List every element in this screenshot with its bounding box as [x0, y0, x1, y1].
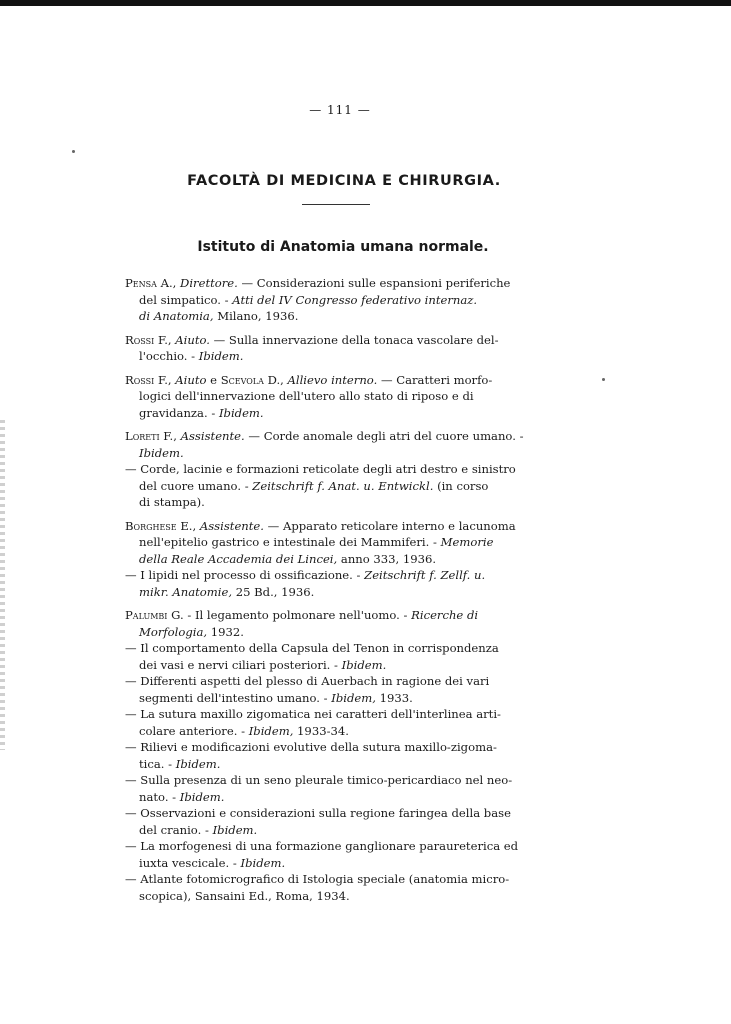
author-name: Scevola [220, 372, 264, 387]
entry-line [125, 332, 559, 349]
scan-top-border [0, 0, 731, 6]
entry-text: — Caratteri morfo- [377, 372, 493, 387]
entry-text: — I lipidi nel processo di ossificazione. - [125, 568, 365, 582]
entry-text: Milano, 1936. [213, 309, 299, 323]
entry-line [125, 275, 559, 292]
italic-text: Zeitschrift f. Zellf. u. [364, 568, 486, 582]
publication-entry [125, 607, 559, 904]
entry-text: F., [154, 332, 176, 347]
italic-text: Atti del IV Congresso federativo internaz. [232, 292, 478, 307]
entry-text: l'occhio. - [139, 349, 199, 363]
italic-text: Ibidem. [198, 349, 244, 363]
scan-speck [72, 150, 75, 153]
entry-text: — Sulla innervazione della tonaca vascolare del- [209, 332, 499, 347]
italic-text: Ibidem. [218, 405, 264, 420]
italic-text: mikr. Anatomie, [139, 584, 233, 599]
entry-line [125, 871, 559, 888]
entry-text: segmenti dell'intestino umano. - [139, 690, 332, 705]
entry-text: 1933. [375, 690, 413, 705]
entry-text: A., [156, 276, 181, 290]
italic-text: Aiuto. [175, 332, 210, 347]
entry-text: — Atlante fotomicrografico di Istologia speciale (anatomia micro- [125, 872, 510, 886]
entry-line [125, 478, 559, 495]
entry-line [125, 372, 559, 389]
entry-text: — Corde anomale degli atri del cuore umano. - [244, 429, 524, 443]
italic-text: Ibidem. [212, 822, 258, 837]
italic-text: Morfologia, [139, 624, 208, 639]
entry-line [125, 428, 559, 445]
entry-text: del cranio. - [139, 822, 213, 837]
entry-line [125, 822, 559, 839]
scan-left-edge [0, 420, 5, 750]
entry-line [125, 723, 559, 740]
entry-line [125, 551, 559, 568]
entry-line [125, 657, 559, 674]
entry-text: E., [176, 518, 200, 533]
entry-line [125, 888, 559, 905]
italic-text: Ibidem. [175, 756, 221, 771]
entry-text: — Differenti aspetti del plesso di Auerbach in ragione dei vari [125, 674, 490, 688]
scan-speck [602, 378, 605, 381]
entry-line [125, 348, 559, 365]
italic-text: Ibidem. [179, 789, 225, 804]
entry-line [125, 534, 559, 551]
entry-line [125, 518, 559, 535]
entry-text: scopica), Sansaini Ed., Roma, 1934. [139, 888, 350, 903]
entry-text: nell'epitelio gastrico e intestinale dei Mammiferi. - [139, 535, 441, 549]
entry-line [125, 584, 559, 601]
author-name: Loreti [125, 429, 160, 443]
entry-text: gravidanza. - [139, 405, 219, 420]
italic-text: della Reale Accademia dei Lincei, [139, 551, 338, 566]
publication-entry [125, 372, 559, 422]
entry-text: — Rilievi e modificazioni evolutive della sutura maxillo-zigoma- [125, 740, 497, 754]
entry-text: — Il comportamento della Capsula del Tenon in corrispondenza [125, 641, 499, 655]
entry-text: di stampa). [139, 495, 205, 509]
entry-text: dei vasi e nervi ciliari posteriori. - [139, 657, 342, 672]
entry-line [125, 624, 559, 641]
entry-line [125, 805, 559, 822]
entry-line [125, 739, 559, 756]
italic-text: Zeitschrift f. Anat. u. Entwickl. [252, 478, 434, 493]
entry-line [125, 607, 559, 624]
entry-text: — La sutura maxillo zigomatica nei caratteri dell'interlinea arti- [125, 707, 501, 721]
publication-list [125, 275, 559, 911]
entry-text: — Apparato reticolare interno e lacunoma [263, 518, 516, 533]
entry-line [125, 855, 559, 872]
italic-text: Ibidem, [248, 723, 294, 738]
italic-text: Memorie [440, 535, 494, 549]
author-name: Pensa [125, 276, 157, 290]
entry-line [125, 756, 559, 773]
entry-line [125, 388, 559, 405]
entry-line [125, 567, 559, 584]
entry-line [125, 838, 559, 855]
entry-line [125, 640, 559, 657]
publication-entry [125, 518, 559, 601]
entry-text: 25 Bd., 1936. [232, 584, 315, 599]
entry-line [125, 461, 559, 478]
author-name: Rossi [125, 372, 155, 387]
entry-line [125, 789, 559, 806]
entry-text: — Considerazioni sulle espansioni periferiche [237, 276, 511, 290]
italic-text: Ibidem. [240, 855, 286, 870]
entry-line [125, 445, 559, 462]
entry-text: F., [159, 429, 181, 443]
author-name: Borghese [125, 518, 177, 533]
italic-text: Ibidem. [341, 657, 387, 672]
publication-entry [125, 275, 559, 325]
entry-text: nato. - [139, 789, 180, 804]
entry-text: del cuore umano. - [139, 478, 253, 493]
entry-text: e [206, 372, 221, 387]
entry-line [125, 706, 559, 723]
entry-text: G. - Il legamento polmonare nell'uomo. - [167, 608, 412, 622]
page-number: — 111 — [309, 103, 371, 117]
entry-text: D., [263, 372, 288, 387]
italic-text: Aiuto [175, 372, 207, 387]
entry-text: colare anteriore. - [139, 723, 249, 738]
entry-line [125, 772, 559, 789]
entry-text: (in corso [433, 478, 489, 493]
italic-text: Assistente. [180, 429, 245, 443]
entry-text: tica. - [139, 756, 176, 771]
publication-entry [125, 332, 559, 365]
title-divider [302, 204, 370, 205]
entry-text: 1933-34. [293, 723, 349, 738]
entry-text: iuxta vescicale. - [139, 855, 241, 870]
entry-line [125, 292, 559, 309]
entry-line [125, 308, 559, 325]
italic-text: Ibidem, [331, 690, 376, 705]
entry-text: F., [154, 372, 176, 387]
italic-text: Assistente. [199, 518, 264, 533]
entry-text: anno 333, 1936. [337, 551, 437, 566]
entry-text: — La morfogenesi di una formazione ganglionare paraureterica ed [125, 839, 519, 853]
italic-text: di Anatomia, [139, 309, 214, 323]
entry-text: del simpatico. - [139, 292, 233, 307]
entry-text: — Sulla presenza di un seno pleurale timico-pericardiaco nel neo- [125, 773, 513, 787]
entry-line [125, 494, 559, 511]
entry-line [125, 673, 559, 690]
italic-text: Direttore. [180, 276, 238, 290]
entry-text: — Osservazioni e considerazioni sulla regione faringea della base [125, 806, 511, 820]
entry-text: 1932. [207, 624, 244, 639]
entry-text: — Corde, lacinie e formazioni reticolate degli atri destro e sinistro [125, 462, 516, 476]
entry-line [125, 405, 559, 422]
author-name: Rossi [125, 332, 155, 347]
entry-line [125, 690, 559, 707]
faculty-title: FACOLTÀ DI MEDICINA E CHIRURGIA. [187, 173, 501, 189]
publication-entry [125, 428, 559, 511]
author-name: Palumbi [125, 608, 168, 622]
institute-title: Istituto di Anatomia umana normale. [197, 239, 489, 255]
italic-text: Allievo interno. [287, 372, 378, 387]
italic-text: Ibidem. [139, 445, 184, 460]
italic-text: Ricerche di [411, 608, 479, 622]
entry-text: logici dell'innervazione dell'utero allo stato di riposo e di [139, 389, 474, 403]
